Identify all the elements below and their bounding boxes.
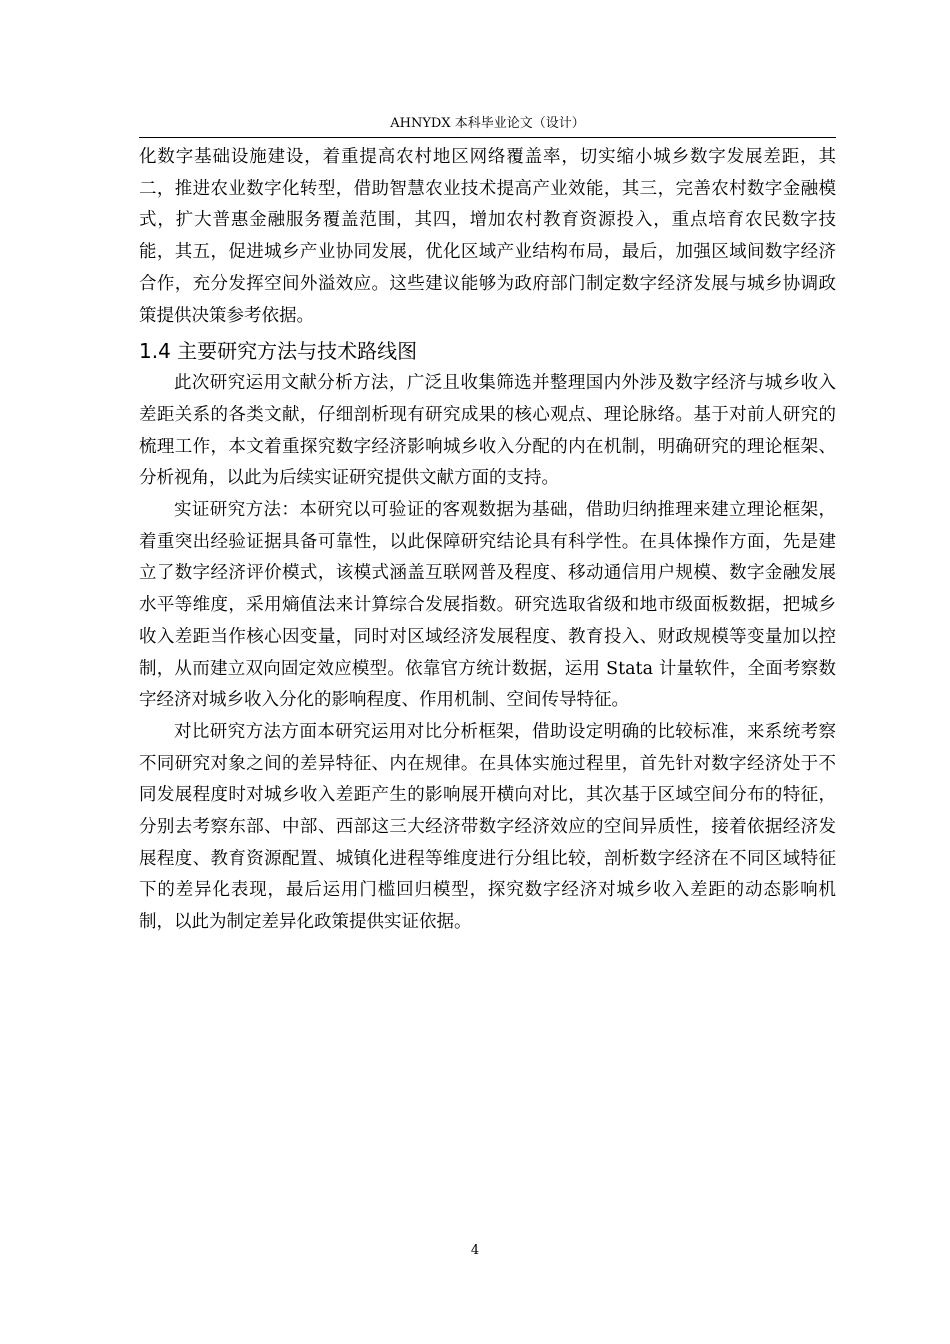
header-title: AHNYDX 本科毕业论文（设计）: [390, 116, 585, 131]
paragraph-comparative-method: 对比研究方法方面本研究运用对比分析框架，借助设定明确的比较标准，来系统考察不同研究对象之间的差异特征、内在规律。在具体实施过程里，首先针对数字经济处于不同发展程度时对城乡收入差距产生的影响展开横向对比，其次基于区域空间分布的特征，分别去考察东部、中部、西部这三大经济带数字经济效应的空间异质性，接着依据经济发展程度、教育资源配置、城镇化进程等维度进行分组比较，剖析数字经济在不同区域特征下的差异化表现，最后运用门槛回归模型，探究数字经济对城乡收入差距的动态影响机制，以此为制定差异化政策提供实证依据。: [139, 721, 836, 933]
page-body: [139, 142, 836, 939]
paragraph-literature-method: 此次研究运用文献分析方法，广泛且收集筛选并整理国内外涉及数字经济与城乡收入差距关系的各类文献，仔细剖析现有研究成果的核心观点、理论脉络。基于对前人研究的梳理工作，本文着重探究数字经济影响城乡收入分配的内在机制，明确研究的理论框架、分析视角，以此为后续实证研究提供文献方面的支持。: [139, 373, 836, 489]
page-number: 4: [470, 1243, 480, 1258]
paragraph-empirical-method: 实证研究方法：本研究以可验证的客观数据为基础，借助归纳推理来建立理论框架，着重突出经验证据具备可靠性，以此保障研究结论具有科学性。在具体操作方面，先是建立了数字经济评价模式，该模式涵盖互联网普及程度、移动通信用户规模、数字金融发展水平等维度，采用熵值法来计算综合发展指数。研究选取省级和地市级面板数据，把城乡收入差距当作核心因变量，同时对区域经济发展程度、教育投入、财政规模等变量加以控制，从而建立双向固定效应模型。依靠官方统计数据，运用 Stata 计量软件，全面考察数字经济对城乡收入分化的影响程度、作用机制、空间传导特征。: [139, 500, 836, 711]
section-heading: 1.4 主要研究方法与技术路线图: [139, 339, 418, 364]
page-header: [139, 113, 836, 138]
carryover-paragraph: 化数字基础设施建设，着重提高农村地区网络覆盖率，切实缩小城乡数字发展差距，其二，推进农业数字化转型，借助智慧农业技术提高产业效能，其三，完善农村数字金融模式，扩大普惠金融服务覆盖范围，其四，增加农村教育资源投入，重点培育农民数字技能，其五，促进城乡产业协同发展，优化区域产业结构布局，最后，加强区域间数字经济合作，充分发挥空间外溢效应。这些建议能够为政府部门制定数字经济发展与城乡协调政策提供决策参考依据。: [139, 147, 836, 326]
